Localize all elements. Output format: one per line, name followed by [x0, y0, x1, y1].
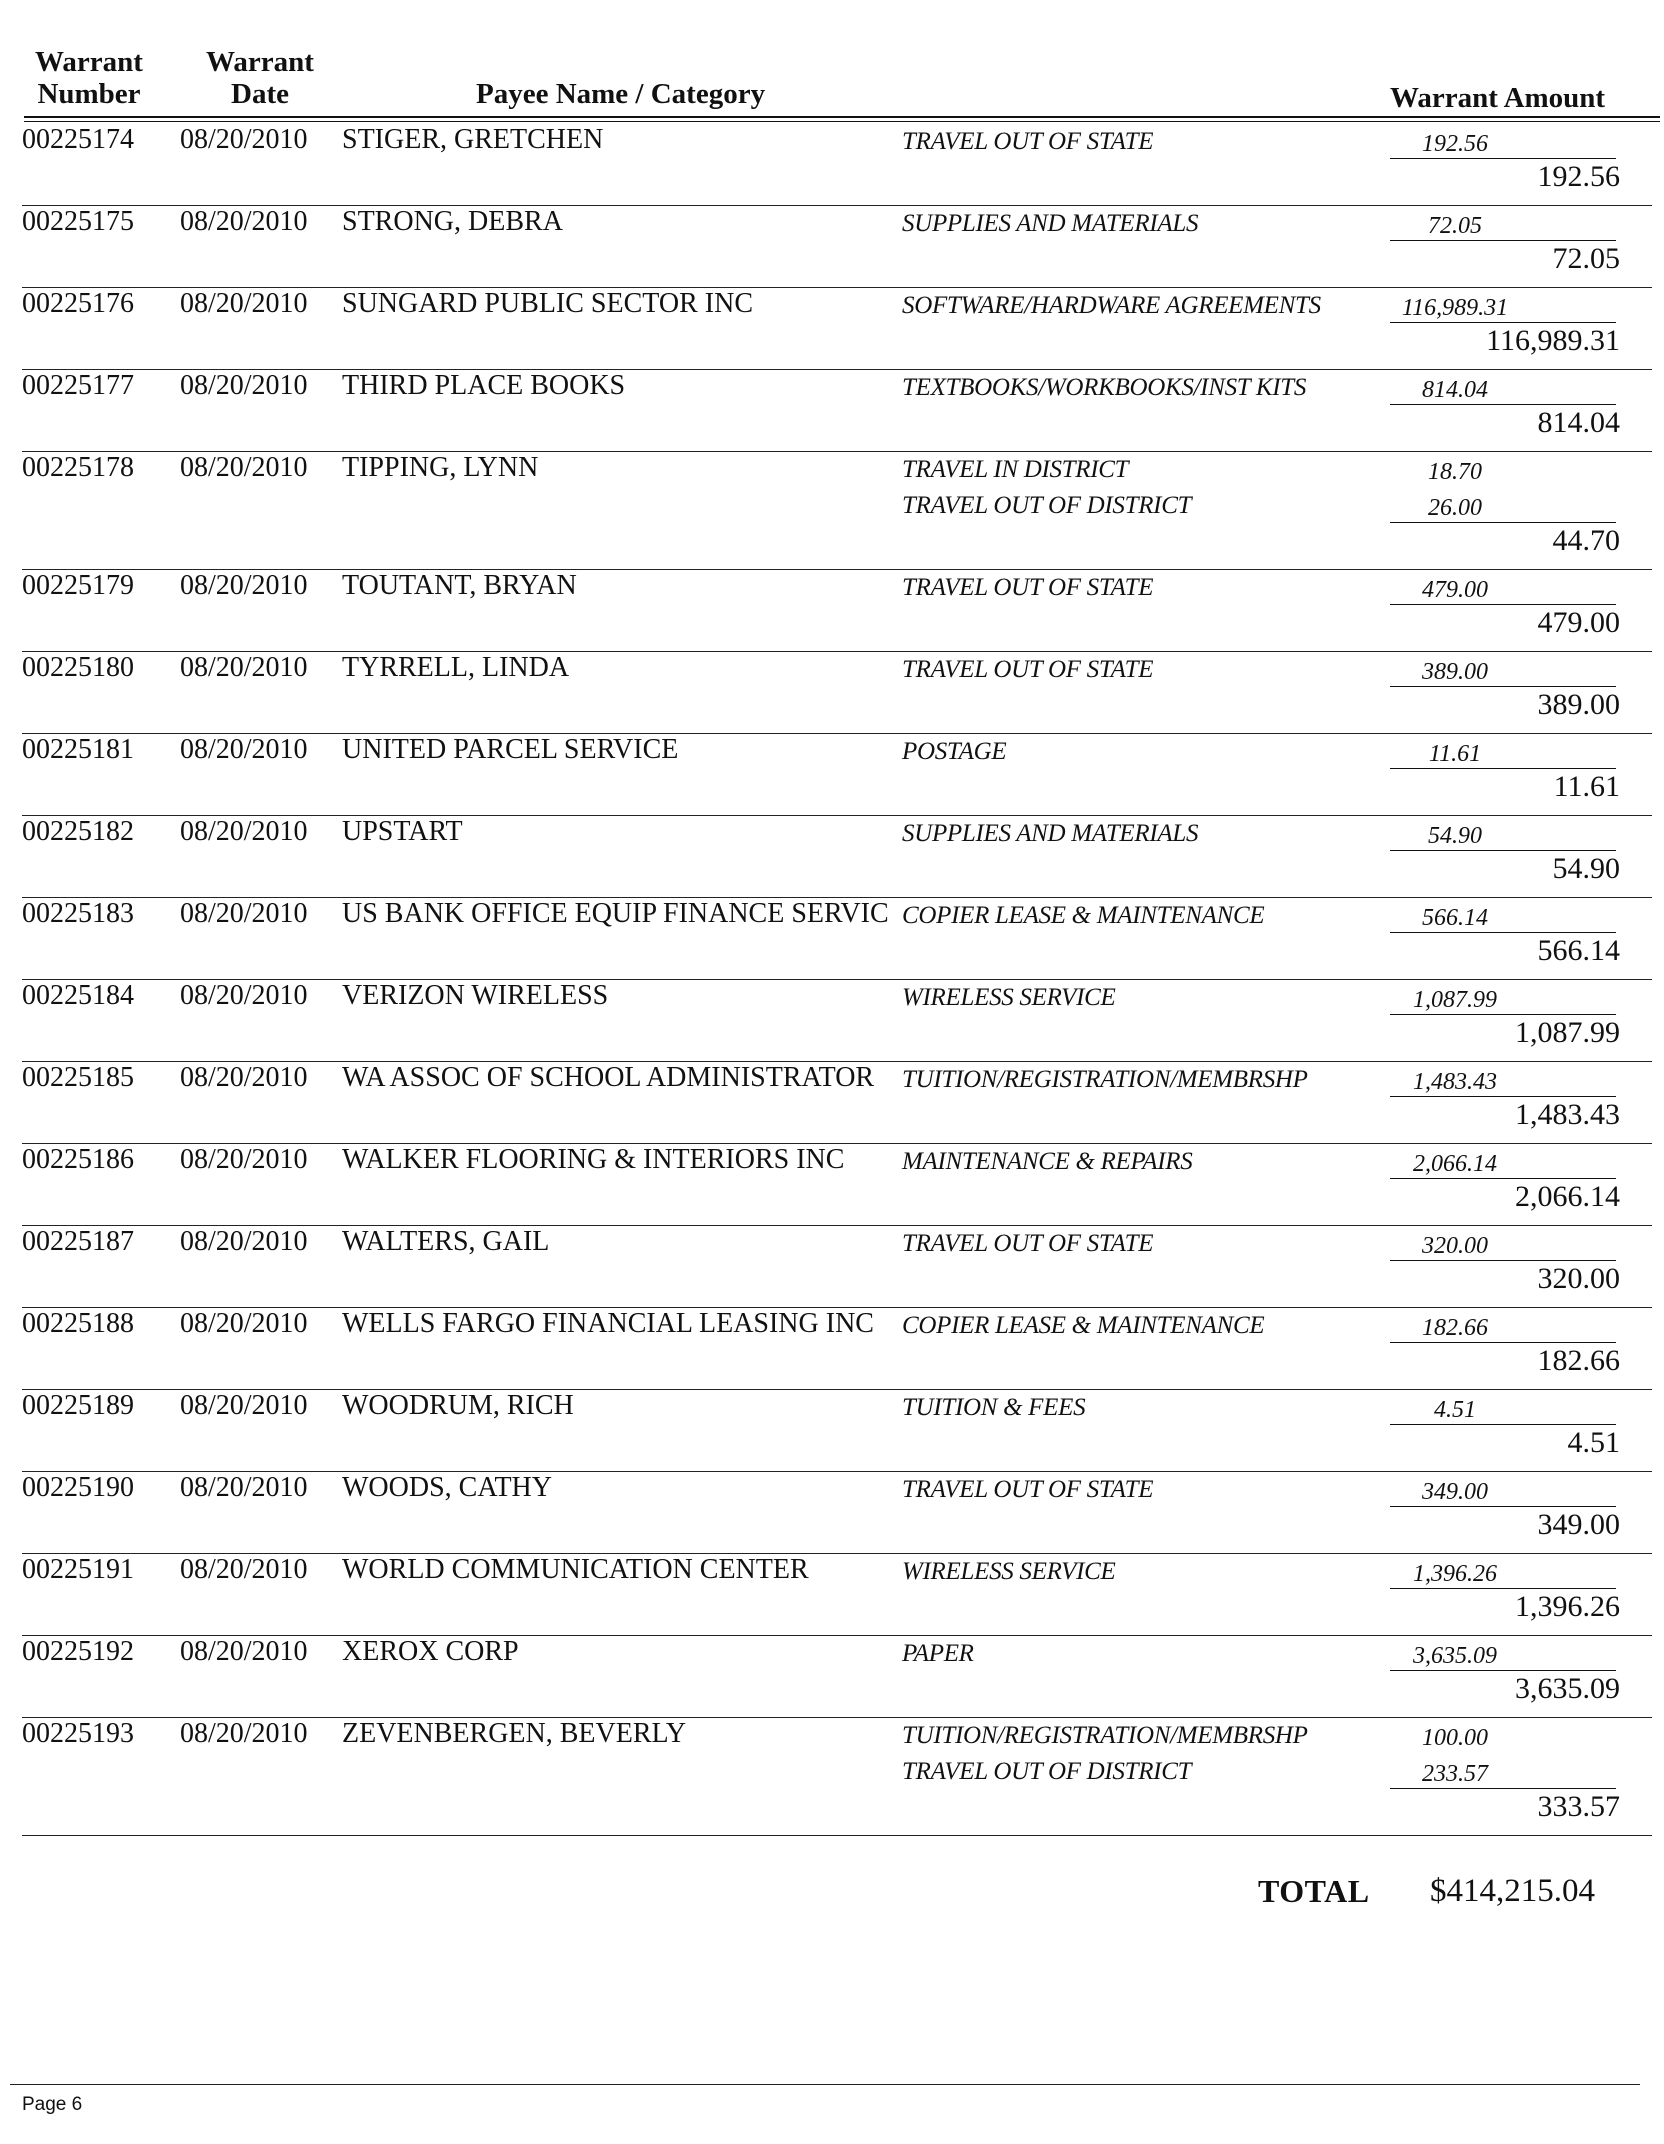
warrant-date: 08/20/2010: [180, 1636, 308, 1667]
subtotal-rule: [1390, 1424, 1616, 1425]
subtotal-rule: [1390, 604, 1616, 605]
warrant-number: 00225192: [22, 1636, 134, 1667]
category-amount: 233.57: [1422, 1761, 1488, 1787]
warrant-total: 182.66: [1537, 1344, 1620, 1377]
warrant-total: 566.14: [1537, 934, 1620, 967]
category-line: [0, 734, 1664, 770]
category-amount: 814.04: [1422, 377, 1488, 403]
subtotal-rule: [1390, 1506, 1616, 1507]
payee-name: SUNGARD PUBLIC SECTOR INC: [342, 288, 753, 319]
header-payee-category: Payee Name / Category: [476, 78, 766, 110]
category-line: [0, 1144, 1664, 1180]
warrant-total: 44.70: [1552, 524, 1620, 557]
category-label: SOFTWARE/HARDWARE AGREEMENTS: [902, 292, 1321, 319]
warrant-number: 00225187: [22, 1226, 134, 1257]
category-amount: 182.66: [1422, 1315, 1488, 1341]
warrant-date: 08/20/2010: [180, 1390, 308, 1421]
payee-name: STRONG, DEBRA: [342, 206, 563, 237]
subtotal-rule: [1390, 768, 1616, 769]
warrant-number: 00225178: [22, 452, 134, 483]
table-row: [0, 288, 1664, 370]
table-row: [0, 898, 1664, 980]
warrant-number: 00225188: [22, 1308, 134, 1339]
subtotal-rule: [1390, 850, 1616, 851]
category-line: [0, 1390, 1664, 1426]
warrant-date: 08/20/2010: [180, 898, 308, 929]
row-divider: [22, 1835, 1652, 1836]
header-warrant-number: Warrant Number: [35, 46, 143, 110]
payee-name: WOODRUM, RICH: [342, 1390, 574, 1421]
warrant-total: 479.00: [1537, 606, 1620, 639]
subtotal-rule: [1390, 1788, 1616, 1789]
category-line: [0, 980, 1664, 1016]
table-row: [0, 816, 1664, 898]
payee-name: WELLS FARGO FINANCIAL LEASING INC: [342, 1308, 874, 1339]
table-row: [0, 734, 1664, 816]
warrant-number: 00225176: [22, 288, 134, 319]
warrant-number: 00225189: [22, 1390, 134, 1421]
category-line: [0, 898, 1664, 934]
category-amount: 26.00: [1428, 495, 1482, 521]
table-row: [0, 1718, 1664, 1836]
category-line: [0, 1472, 1664, 1508]
warrant-number: 00225193: [22, 1718, 134, 1749]
category-amount: 349.00: [1422, 1479, 1488, 1505]
payee-name: WOODS, CATHY: [342, 1472, 552, 1503]
payee-name: UPSTART: [342, 816, 463, 847]
category-label: SUPPLIES AND MATERIALS: [902, 210, 1199, 237]
category-line: [0, 488, 1664, 524]
category-label: TRAVEL IN DISTRICT: [902, 456, 1129, 483]
category-amount: 116,989.31: [1401, 295, 1509, 321]
category-label: COPIER LEASE & MAINTENANCE: [902, 1312, 1265, 1339]
warrant-total: 814.04: [1537, 406, 1620, 439]
category-line: [0, 1554, 1664, 1590]
payee-name: THIRD PLACE BOOKS: [342, 370, 626, 401]
warrant-number: 00225174: [22, 124, 134, 155]
category-amount: 3,635.09: [1413, 1643, 1497, 1669]
subtotal-rule: [1390, 932, 1616, 933]
grand-total-label: TOTAL: [1258, 1873, 1370, 1909]
category-line: [0, 1308, 1664, 1344]
warrant-date: 08/20/2010: [180, 206, 308, 237]
category-label: TRAVEL OUT OF STATE: [902, 1476, 1154, 1503]
category-line: [0, 1754, 1664, 1790]
warrant-total: 349.00: [1537, 1508, 1620, 1541]
category-line: [0, 288, 1664, 324]
header-rule: [24, 116, 1660, 118]
subtotal-rule: [1390, 404, 1616, 405]
payee-name: XEROX CORP: [342, 1636, 519, 1667]
category-amount: 1,396.26: [1413, 1561, 1497, 1587]
subtotal-rule: [1390, 1260, 1616, 1261]
warrant-total: 2,066.14: [1515, 1180, 1620, 1213]
warrant-total: 1,483.43: [1515, 1098, 1620, 1131]
header-warrant-amount: Warrant Amount: [1390, 82, 1606, 114]
warrant-total: 333.57: [1537, 1790, 1620, 1823]
warrant-total: 1,087.99: [1515, 1016, 1620, 1049]
category-line: [0, 1226, 1664, 1262]
table-row: [0, 570, 1664, 652]
category-label: WIRELESS SERVICE: [902, 984, 1116, 1011]
category-amount: 72.05: [1428, 213, 1482, 239]
category-amount: 100.00: [1422, 1725, 1488, 1751]
table-row: [0, 1636, 1664, 1718]
warrant-number: 00225181: [22, 734, 134, 765]
category-line: [0, 570, 1664, 606]
category-line: [0, 1718, 1664, 1754]
category-line: [0, 652, 1664, 688]
header-warrant-date: Warrant Date: [206, 46, 314, 110]
category-label: TUITION & FEES: [902, 1394, 1086, 1421]
table-row: [0, 1226, 1664, 1308]
payee-name: WALTERS, GAIL: [342, 1226, 550, 1257]
table-row: [0, 452, 1664, 570]
category-label: WIRELESS SERVICE: [902, 1558, 1116, 1585]
category-label: SUPPLIES AND MATERIALS: [902, 820, 1199, 847]
table-row: [0, 124, 1664, 206]
subtotal-rule: [1390, 1014, 1616, 1015]
warrant-date: 08/20/2010: [180, 370, 308, 401]
category-label: PAPER: [902, 1640, 974, 1667]
payee-name: STIGER, GRETCHEN: [342, 124, 604, 155]
warrant-total: 192.56: [1537, 160, 1620, 193]
payee-name: ZEVENBERGEN, BEVERLY: [342, 1718, 687, 1749]
subtotal-rule: [1390, 1670, 1616, 1671]
subtotal-rule: [1390, 522, 1616, 523]
table-row: [0, 980, 1664, 1062]
payee-name: VERIZON WIRELESS: [342, 980, 609, 1011]
warrant-date: 08/20/2010: [180, 1308, 308, 1339]
warrant-date: 08/20/2010: [180, 1062, 308, 1093]
category-label: POSTAGE: [902, 738, 1007, 765]
warrant-number: 00225185: [22, 1062, 134, 1093]
warrant-number: 00225179: [22, 570, 134, 601]
warrant-number: 00225184: [22, 980, 134, 1011]
warrant-date: 08/20/2010: [180, 734, 308, 765]
table-row: [0, 1308, 1664, 1390]
page-number: Page 6: [22, 2094, 83, 2115]
category-label: TRAVEL OUT OF STATE: [902, 1230, 1154, 1257]
warrant-number: 00225183: [22, 898, 134, 929]
payee-name: US BANK OFFICE EQUIP FINANCE SERVIC: [342, 898, 889, 929]
warrant-date: 08/20/2010: [180, 1718, 308, 1749]
category-amount: 1,087.99: [1413, 987, 1497, 1013]
table-row: [0, 1554, 1664, 1636]
table-row: [0, 1062, 1664, 1144]
warrant-date: 08/20/2010: [180, 124, 308, 155]
category-amount: 1,483.43: [1413, 1069, 1497, 1095]
table-row: [0, 1472, 1664, 1554]
warrant-date: 08/20/2010: [180, 1472, 308, 1503]
category-label: TEXTBOOKS/WORKBOOKS/INST KITS: [902, 374, 1307, 401]
subtotal-rule: [1390, 158, 1616, 159]
warrant-date: 08/20/2010: [180, 980, 308, 1011]
category-label: TRAVEL OUT OF STATE: [902, 574, 1154, 601]
table-row: [0, 1144, 1664, 1226]
footer-rule: [10, 2084, 1640, 2085]
category-label: TRAVEL OUT OF STATE: [902, 128, 1154, 155]
category-label: TRAVEL OUT OF DISTRICT: [902, 1758, 1192, 1785]
category-amount: 2,066.14: [1413, 1151, 1497, 1177]
category-line: [0, 370, 1664, 406]
subtotal-rule: [1390, 240, 1616, 241]
category-amount: 18.70: [1428, 459, 1482, 485]
warrant-date: 08/20/2010: [180, 652, 308, 683]
warrant-number: 00225175: [22, 206, 134, 237]
subtotal-rule: [1390, 1342, 1616, 1343]
warrant-date: 08/20/2010: [180, 816, 308, 847]
category-line: [0, 124, 1664, 160]
category-amount: 192.56: [1422, 131, 1488, 157]
category-line: [0, 816, 1664, 852]
warrant-total: 4.51: [1567, 1426, 1620, 1459]
subtotal-rule: [1390, 1096, 1616, 1097]
payee-name: TIPPING, LYNN: [342, 452, 539, 483]
warrant-total: 54.90: [1552, 852, 1620, 885]
subtotal-rule: [1390, 686, 1616, 687]
warrant-date: 08/20/2010: [180, 1144, 308, 1175]
warrant-date: 08/20/2010: [180, 1554, 308, 1585]
table-row: [0, 1390, 1664, 1472]
payee-name: TYRRELL, LINDA: [342, 652, 570, 683]
warrant-total: 11.61: [1553, 770, 1620, 803]
category-label: COPIER LEASE & MAINTENANCE: [902, 902, 1265, 929]
warrant-date: 08/20/2010: [180, 452, 308, 483]
warrant-total: 320.00: [1537, 1262, 1620, 1295]
grand-total-value: $414,215.04: [1430, 1873, 1595, 1909]
category-line: [0, 206, 1664, 242]
warrant-number: 00225180: [22, 652, 134, 683]
category-line: [0, 452, 1664, 488]
payee-name: WORLD COMMUNICATION CENTER: [342, 1554, 809, 1585]
table-row: [0, 652, 1664, 734]
table-row: [0, 370, 1664, 452]
category-amount: 320.00: [1422, 1233, 1488, 1259]
category-amount: 4.51: [1434, 1397, 1476, 1423]
warrant-date: 08/20/2010: [180, 288, 308, 319]
payee-name: UNITED PARCEL SERVICE: [342, 734, 679, 765]
warrant-total: 1,396.26: [1515, 1590, 1620, 1623]
category-amount: 566.14: [1422, 905, 1488, 931]
payee-name: TOUTANT, BRYAN: [342, 570, 577, 601]
category-label: TRAVEL OUT OF STATE: [902, 656, 1154, 683]
warrant-total: 72.05: [1552, 242, 1620, 275]
warrant-number: 00225177: [22, 370, 134, 401]
subtotal-rule: [1390, 1588, 1616, 1589]
category-label: TUITION/REGISTRATION/MEMBRSHP: [902, 1066, 1308, 1093]
warrant-total: 116,989.31: [1486, 324, 1620, 357]
warrant-date: 08/20/2010: [180, 570, 308, 601]
category-amount: 479.00: [1422, 577, 1488, 603]
category-line: [0, 1636, 1664, 1672]
warrant-date: 08/20/2010: [180, 1226, 308, 1257]
category-amount: 389.00: [1422, 659, 1488, 685]
category-label: TRAVEL OUT OF DISTRICT: [902, 492, 1192, 519]
warrant-number: 00225186: [22, 1144, 134, 1175]
table-row: [0, 206, 1664, 288]
category-line: [0, 1062, 1664, 1098]
warrant-total: 389.00: [1537, 688, 1620, 721]
subtotal-rule: [1390, 1178, 1616, 1179]
category-amount: 11.61: [1428, 741, 1482, 767]
category-label: MAINTENANCE & REPAIRS: [902, 1148, 1193, 1175]
warrant-total: 3,635.09: [1515, 1672, 1620, 1705]
header-rule-secondary: [24, 121, 1660, 122]
subtotal-rule: [1390, 322, 1616, 323]
warrant-number: 00225191: [22, 1554, 134, 1585]
payee-name: WALKER FLOORING & INTERIORS INC: [342, 1144, 845, 1175]
warrant-number: 00225190: [22, 1472, 134, 1503]
payee-name: WA ASSOC OF SCHOOL ADMINISTRATOR: [342, 1062, 875, 1093]
category-amount: 54.90: [1428, 823, 1482, 849]
category-label: TUITION/REGISTRATION/MEMBRSHP: [902, 1722, 1308, 1749]
warrant-number: 00225182: [22, 816, 134, 847]
